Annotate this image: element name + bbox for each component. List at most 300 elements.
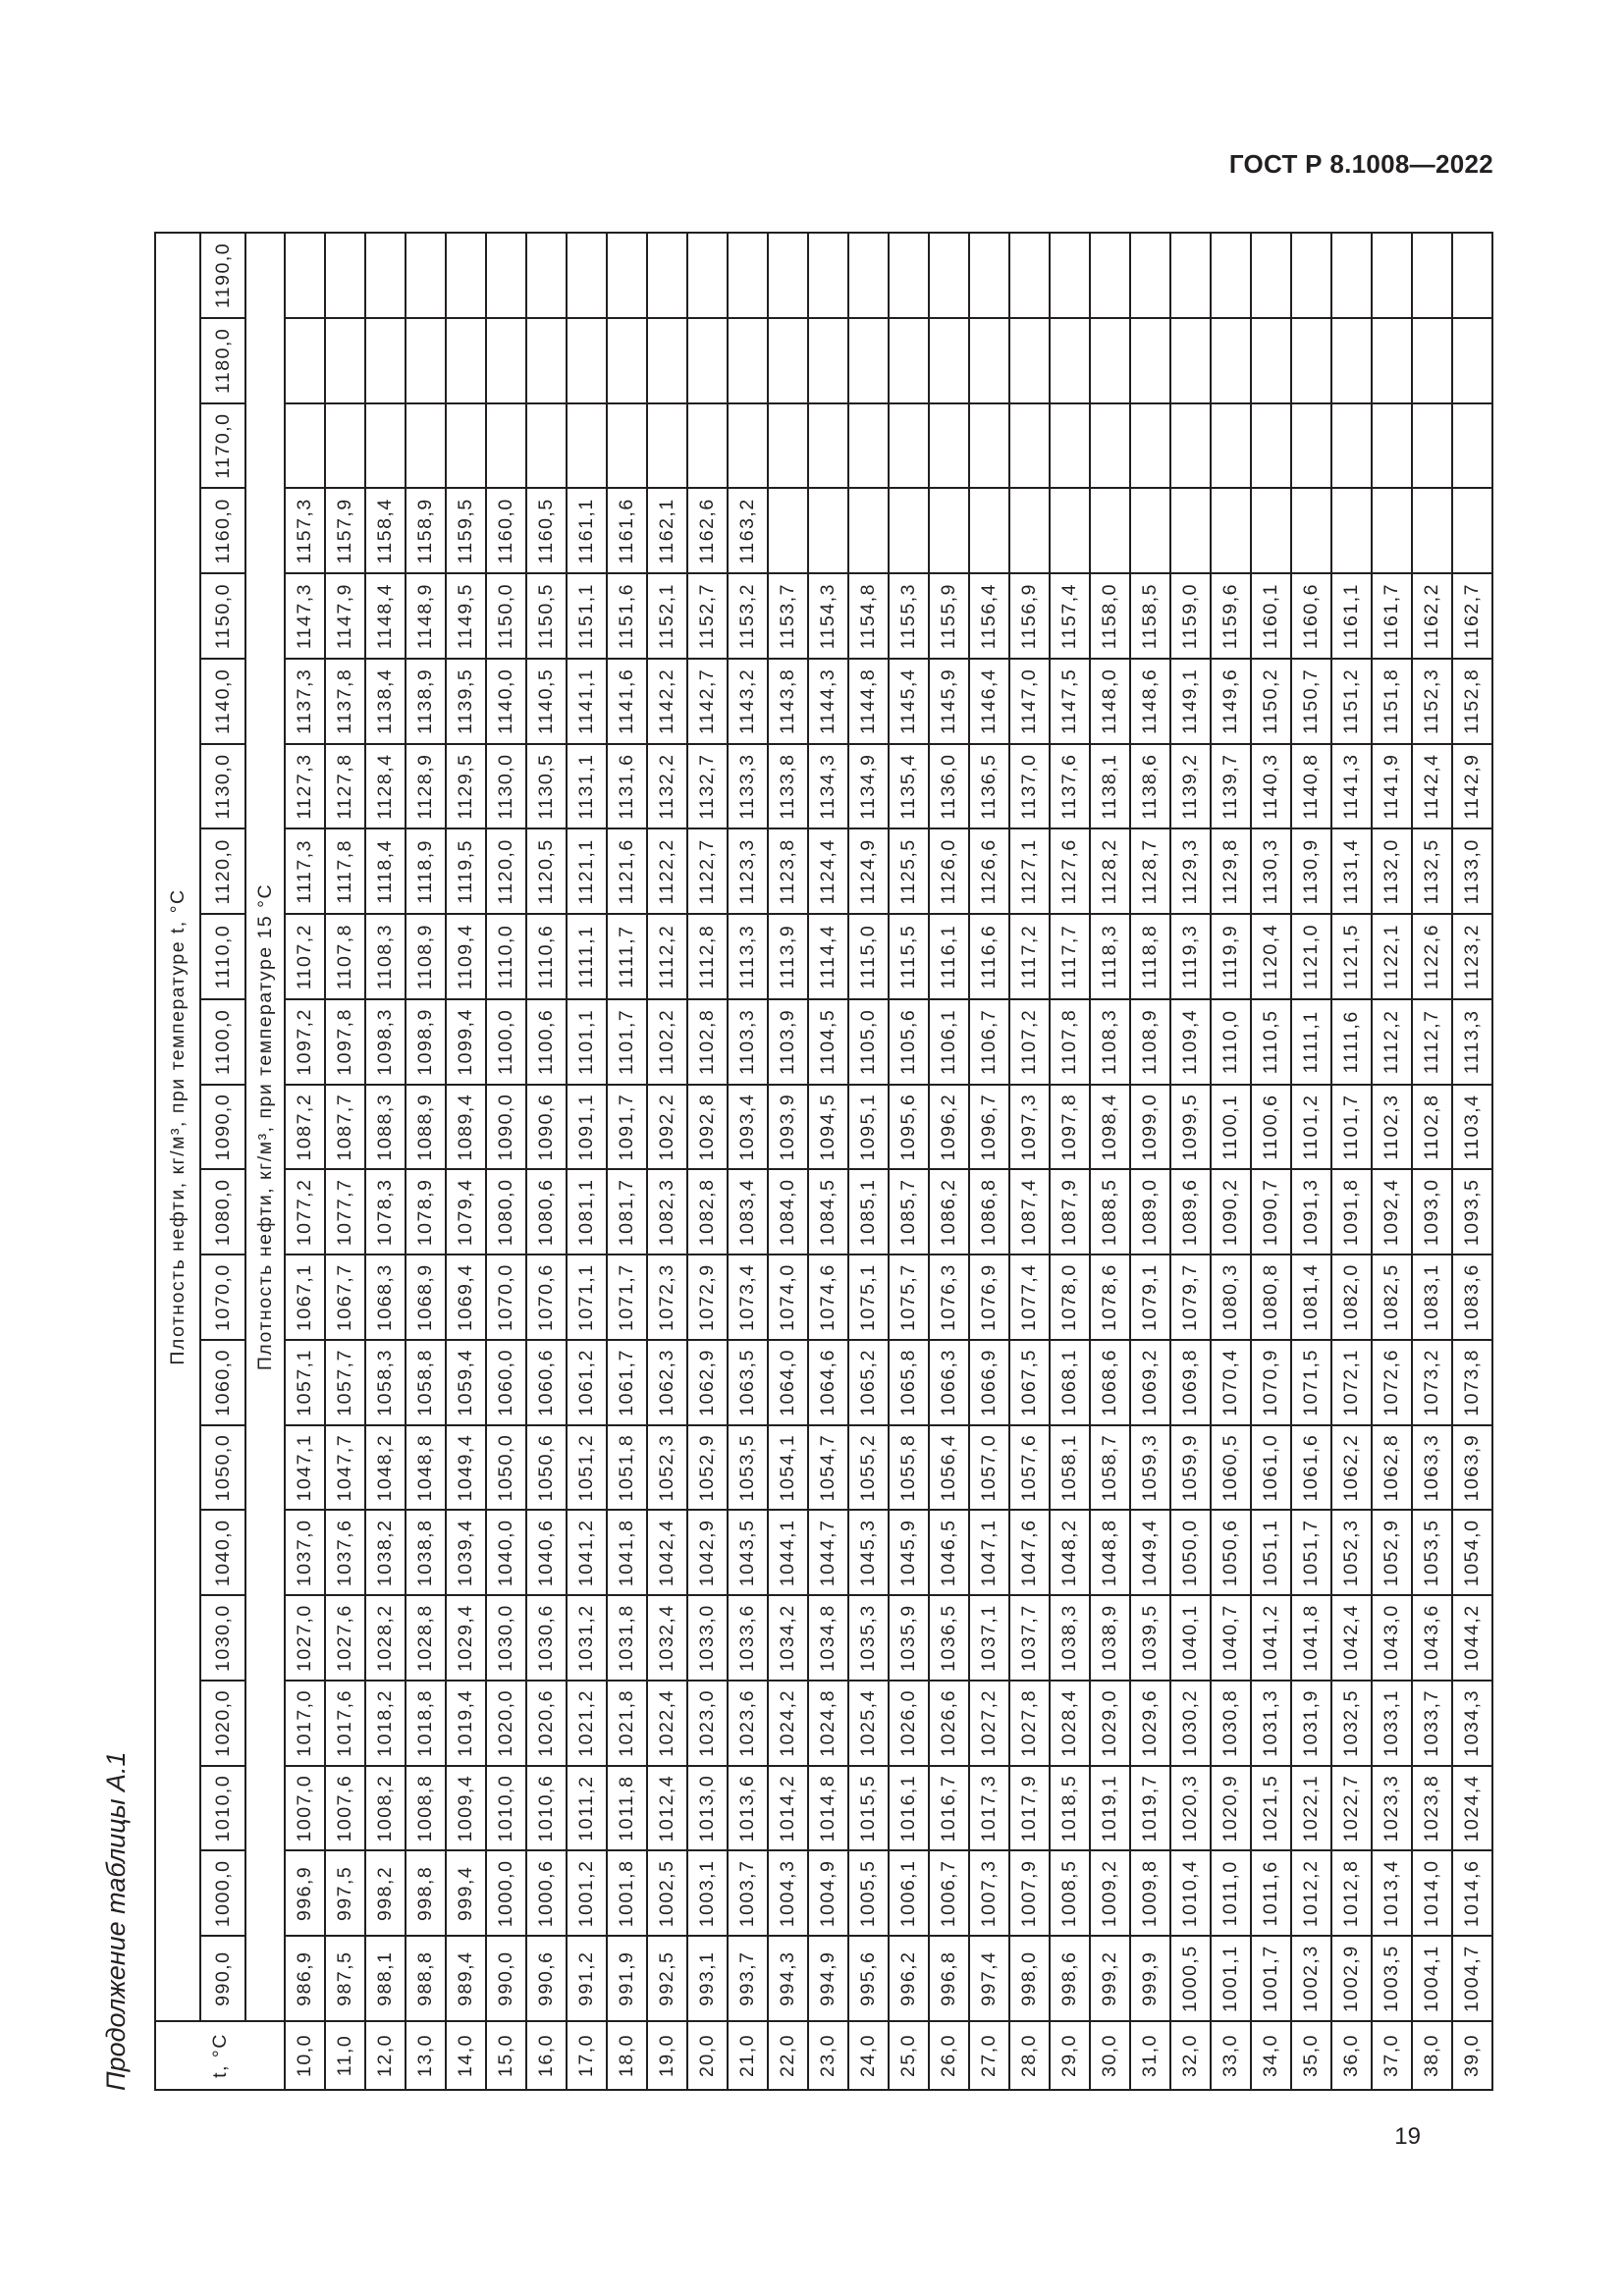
density-cell [325, 318, 365, 403]
density-cell [889, 233, 929, 318]
density-cell: 1011,0 [1211, 1851, 1251, 1937]
density-cell: 1068,1 [1050, 1340, 1090, 1425]
temperature-cell: 22,0 [768, 2021, 808, 2090]
density-cell: 1119,5 [446, 829, 486, 915]
density-cell: 1088,9 [406, 1085, 446, 1170]
density-cell: 1031,3 [1251, 1681, 1291, 1766]
density-cell: 1047,7 [325, 1425, 365, 1511]
density-cell: 1031,2 [567, 1595, 607, 1681]
density-cell [1412, 318, 1452, 403]
density-cell: 1142,9 [1452, 744, 1492, 829]
density-cell: 1023,6 [728, 1681, 768, 1766]
density-cell: 1161,7 [1372, 573, 1412, 659]
density-cell: 1051,1 [1251, 1511, 1291, 1596]
density-cell: 1158,9 [406, 489, 446, 574]
density-cell [607, 233, 647, 318]
density-cell: 1047,1 [969, 1511, 1009, 1596]
density-cell: 1007,3 [969, 1851, 1009, 1937]
density-cell: 1095,1 [848, 1085, 889, 1170]
density-cell: 1055,2 [848, 1425, 889, 1511]
density-cell: 1090,7 [1251, 1170, 1291, 1255]
density-cell: 1064,0 [768, 1340, 808, 1425]
table-body [285, 233, 1492, 2090]
density-cell: 1062,8 [1372, 1425, 1412, 1511]
density-cell: 1111,1 [567, 914, 607, 999]
density-cell: 1015,5 [848, 1766, 889, 1851]
density-cell: 991,2 [567, 1936, 607, 2021]
density-cell: 1065,2 [848, 1340, 889, 1425]
density-cell: 1020,6 [526, 1681, 567, 1766]
density-cell [325, 233, 365, 318]
density-cell: 1098,9 [406, 999, 446, 1085]
density-cell: 1029,0 [1090, 1681, 1130, 1766]
density-cell: 1072,6 [1372, 1340, 1412, 1425]
temperature-cell: 26,0 [929, 2021, 969, 2090]
table-row [848, 233, 889, 2090]
density-cell: 1007,6 [325, 1766, 365, 1851]
density-cell: 1122,7 [687, 829, 728, 915]
density-cell: 1041,2 [567, 1511, 607, 1596]
density-cell: 1151,8 [1372, 659, 1412, 744]
density-cell: 1004,1 [1412, 1936, 1452, 2021]
density-cell: 1024,2 [768, 1681, 808, 1766]
density-cell: 1000,5 [1170, 1936, 1211, 2021]
density-cell: 1148,6 [1130, 659, 1170, 744]
density-cell [768, 318, 808, 403]
density-cell: 1068,3 [365, 1255, 406, 1340]
density-cell: 1111,1 [1291, 999, 1331, 1085]
table-row [1130, 233, 1170, 2090]
density-cell: 1149,6 [1211, 659, 1251, 744]
density-cell: 1022,1 [1291, 1766, 1331, 1851]
density-cell [728, 403, 768, 489]
density-cell: 1091,3 [1291, 1170, 1331, 1255]
density-cell: 1047,1 [285, 1425, 325, 1511]
density-cell: 1111,7 [607, 914, 647, 999]
density-cell: 1084,0 [768, 1170, 808, 1255]
density-cell: 1073,2 [1412, 1340, 1452, 1425]
density-cell: 1016,1 [889, 1766, 929, 1851]
temperature-cell: 39,0 [1452, 2021, 1492, 2090]
density-cell: 1132,7 [687, 744, 728, 829]
density-cell: 1123,2 [1452, 914, 1492, 999]
density-cell: 1068,9 [406, 1255, 446, 1340]
density-cell: 1152,7 [687, 573, 728, 659]
density-cell: 1147,9 [325, 573, 365, 659]
density-cell [1331, 489, 1372, 574]
temperature-cell: 21,0 [728, 2021, 768, 2090]
density-cell: 1130,0 [486, 744, 526, 829]
density-cell: 1014,0 [1412, 1851, 1452, 1937]
density-cell: 1014,6 [1452, 1851, 1492, 1937]
density-cell [567, 403, 607, 489]
density-cell: 1108,3 [1090, 999, 1130, 1085]
density-cell: 1019,4 [446, 1681, 486, 1766]
density-cell [567, 233, 607, 318]
density-cell: 998,8 [406, 1851, 446, 1937]
density-cell: 1042,4 [647, 1511, 687, 1596]
density-cell: 1050,6 [526, 1425, 567, 1511]
density-cell [1130, 318, 1170, 403]
density-cell [808, 489, 848, 574]
density-cell [1211, 233, 1251, 318]
density-cell: 1023,8 [1412, 1766, 1452, 1851]
density-cell: 1003,1 [687, 1851, 728, 1937]
density-cell: 1081,1 [567, 1170, 607, 1255]
density-cell [285, 318, 325, 403]
density-cell: 1080,8 [1251, 1255, 1291, 1340]
density-cell: 1120,4 [1251, 914, 1291, 999]
density-cell: 1087,2 [285, 1085, 325, 1170]
density-cell: 1101,7 [607, 999, 647, 1085]
density-cell: 1041,8 [607, 1511, 647, 1596]
density-cell: 1130,9 [1291, 829, 1331, 915]
density-cell: 1142,7 [687, 659, 728, 744]
column-header: 1020,0 [200, 1681, 245, 1766]
density-cell: 1131,1 [567, 744, 607, 829]
density-cell: 1121,5 [1331, 914, 1372, 999]
density-cell [1372, 233, 1412, 318]
column-header: 1040,0 [200, 1511, 245, 1596]
density-cell [285, 403, 325, 489]
density-cell: 1062,9 [687, 1340, 728, 1425]
density-cell [1009, 403, 1050, 489]
column-header: 1130,0 [200, 744, 245, 829]
density-table [154, 232, 1493, 2091]
density-cell: 1065,8 [889, 1340, 929, 1425]
density-cell: 1003,7 [728, 1851, 768, 1937]
density-cell [647, 233, 687, 318]
density-cell: 1013,0 [687, 1766, 728, 1851]
density-cell: 1071,7 [607, 1255, 647, 1340]
density-cell: 1131,4 [1331, 829, 1372, 915]
density-cell: 1162,2 [1412, 573, 1452, 659]
density-cell: 1045,3 [848, 1511, 889, 1596]
density-cell: 1108,9 [1130, 999, 1170, 1085]
density-cell: 1053,5 [728, 1425, 768, 1511]
density-cell: 1151,2 [1331, 659, 1372, 744]
table-row [969, 233, 1009, 2090]
density-cell: 1159,6 [1211, 573, 1251, 659]
density-cell: 1063,9 [1452, 1425, 1492, 1511]
density-cell: 1109,4 [1170, 999, 1211, 1085]
density-cell: 1085,7 [889, 1170, 929, 1255]
density-cell: 1076,3 [929, 1255, 969, 1340]
density-cell: 1044,2 [1452, 1595, 1492, 1681]
table-row [607, 233, 647, 2090]
density-cell: 1061,7 [607, 1340, 647, 1425]
document-code: ГОСТ Р 8.1008—2022 [1228, 149, 1493, 179]
density-cell: 1162,6 [687, 489, 728, 574]
temperature-cell: 15,0 [486, 2021, 526, 2090]
density-cell: 1125,5 [889, 829, 929, 915]
density-cell: 1132,5 [1412, 829, 1452, 915]
density-cell: 1050,0 [1170, 1511, 1211, 1596]
density-cell: 1140,3 [1251, 744, 1291, 829]
density-cell: 1083,1 [1412, 1255, 1452, 1340]
column-header: 1190,0 [200, 233, 245, 318]
page-number: 19 [1394, 2123, 1421, 2150]
density-cell: 1163,2 [728, 489, 768, 574]
density-cell: 1123,3 [728, 829, 768, 915]
density-cell: 1127,8 [325, 744, 365, 829]
density-cell: 1020,9 [1211, 1766, 1251, 1851]
density-cell: 1101,1 [567, 999, 607, 1085]
density-cell: 1105,6 [889, 999, 929, 1085]
density-cell: 1121,0 [1291, 914, 1331, 999]
density-cell: 1102,2 [647, 999, 687, 1085]
density-cell: 1057,6 [1009, 1425, 1050, 1511]
density-cell: 1080,6 [526, 1170, 567, 1255]
density-cell: 1157,3 [285, 489, 325, 574]
density-cell: 1039,4 [446, 1511, 486, 1596]
density-cell: 1057,1 [285, 1340, 325, 1425]
density-cell: 1109,4 [446, 914, 486, 999]
density-cell: 1034,3 [1452, 1681, 1492, 1766]
density-cell: 1042,4 [1331, 1595, 1372, 1681]
density-cell: 1008,5 [1050, 1851, 1090, 1937]
density-cell: 1148,9 [406, 573, 446, 659]
density-cell: 1001,7 [1251, 1936, 1291, 2021]
density-cell: 1049,4 [1130, 1511, 1170, 1596]
density-cell: 987,5 [325, 1936, 365, 2021]
column-header-row [200, 233, 245, 2090]
density-cell: 1004,9 [808, 1851, 848, 1937]
density-cell: 1058,7 [1090, 1425, 1130, 1511]
density-cell [929, 233, 969, 318]
density-cell: 1113,3 [1452, 999, 1492, 1085]
temperature-cell: 37,0 [1372, 2021, 1412, 2090]
density-cell: 1011,6 [1251, 1851, 1291, 1937]
table-row [1372, 233, 1412, 2090]
density-cell: 1040,6 [526, 1511, 567, 1596]
density-cell: 1154,3 [808, 573, 848, 659]
density-cell [1009, 318, 1050, 403]
density-cell: 1037,6 [325, 1511, 365, 1596]
temperature-cell: 16,0 [526, 2021, 567, 2090]
density-cell: 1037,7 [1009, 1595, 1050, 1681]
density-cell: 1088,3 [365, 1085, 406, 1170]
density-cell: 1067,1 [285, 1255, 325, 1340]
density-cell: 1117,7 [1050, 914, 1090, 999]
density-cell: 1040,7 [1211, 1595, 1251, 1681]
density-cell: 1028,2 [365, 1595, 406, 1681]
density-cell: 1031,9 [1291, 1681, 1331, 1766]
density-cell: 1121,6 [607, 829, 647, 915]
density-cell: 1002,9 [1331, 1936, 1372, 2021]
temperature-cell: 19,0 [647, 2021, 687, 2090]
temperature-cell: 34,0 [1251, 2021, 1291, 2090]
density-cell: 1072,1 [1331, 1340, 1372, 1425]
density-cell: 999,4 [446, 1851, 486, 1937]
temperature-cell: 33,0 [1211, 2021, 1251, 2090]
density-cell [1452, 233, 1492, 318]
table-row [1211, 233, 1251, 2090]
density-cell [1170, 489, 1211, 574]
density-cell: 1070,6 [526, 1255, 567, 1340]
density-cell: 1002,5 [647, 1851, 687, 1937]
temperature-cell: 27,0 [969, 2021, 1009, 2090]
density-cell: 1141,1 [567, 659, 607, 744]
density-cell: 1007,9 [1009, 1851, 1050, 1937]
density-cell: 1093,5 [1452, 1170, 1492, 1255]
density-cell: 1072,3 [647, 1255, 687, 1340]
density-cell: 1028,4 [1050, 1681, 1090, 1766]
table-row [486, 233, 526, 2090]
density-cell [889, 489, 929, 574]
density-cell: 998,0 [1009, 1936, 1050, 2021]
density-cell [647, 403, 687, 489]
density-cell: 1017,6 [325, 1681, 365, 1766]
density-cell: 1043,6 [1412, 1595, 1452, 1681]
density-cell: 1020,0 [486, 1681, 526, 1766]
density-cell: 993,1 [687, 1936, 728, 2021]
density-cell: 1155,9 [929, 573, 969, 659]
density-cell [768, 403, 808, 489]
density-cell: 1118,9 [406, 829, 446, 915]
density-cell [1170, 403, 1211, 489]
density-cell: 1147,0 [1009, 659, 1050, 744]
density-cell: 1016,7 [929, 1766, 969, 1851]
density-cell: 1012,2 [1291, 1851, 1331, 1937]
density-cell: 1138,4 [365, 659, 406, 744]
density-cell: 1145,4 [889, 659, 929, 744]
density-cell: 1117,2 [1009, 914, 1050, 999]
density-cell [808, 403, 848, 489]
density-cell [1211, 403, 1251, 489]
table-row [1412, 233, 1452, 2090]
temperature-cell: 18,0 [607, 2021, 647, 2090]
table-row [1452, 233, 1492, 2090]
density-cell: 1021,2 [567, 1681, 607, 1766]
density-cell: 1037,1 [969, 1595, 1009, 1681]
density-cell: 1009,4 [446, 1766, 486, 1851]
density-cell: 1024,4 [1452, 1766, 1492, 1851]
density-cell: 1004,3 [768, 1851, 808, 1937]
density-cell: 1061,0 [1251, 1425, 1291, 1511]
density-cell: 1130,5 [526, 744, 567, 829]
density-cell: 1033,0 [687, 1595, 728, 1681]
temperature-cell: 35,0 [1291, 2021, 1331, 2090]
density-cell: 1048,2 [365, 1425, 406, 1511]
density-cell: 1144,3 [808, 659, 848, 744]
density-cell [768, 233, 808, 318]
density-cell: 999,9 [1130, 1936, 1170, 2021]
density-cell: 1117,3 [285, 829, 325, 915]
column-header: 1070,0 [200, 1255, 245, 1340]
density-cell: 1133,3 [728, 744, 768, 829]
density-cell: 1080,0 [486, 1170, 526, 1255]
density-cell [728, 318, 768, 403]
column-header: 1120,0 [200, 829, 245, 915]
density-cell [1009, 233, 1050, 318]
density-cell: 1008,8 [406, 1766, 446, 1851]
density-cell: 1070,4 [1211, 1340, 1251, 1425]
density-cell: 1083,4 [728, 1170, 768, 1255]
density-cell: 1138,1 [1090, 744, 1130, 829]
density-cell: 1051,7 [1291, 1511, 1331, 1596]
density-cell: 996,9 [285, 1851, 325, 1937]
density-cell [486, 233, 526, 318]
temperature-cell: 10,0 [285, 2021, 325, 2090]
density-cell [406, 233, 446, 318]
density-cell: 1091,8 [1331, 1170, 1372, 1255]
density-cell [1372, 403, 1412, 489]
density-cell: 1058,3 [365, 1340, 406, 1425]
table-row [1009, 233, 1050, 2090]
density-cell: 1106,1 [929, 999, 969, 1085]
density-cell: 1060,6 [526, 1340, 567, 1425]
density-cell: 1002,3 [1291, 1936, 1331, 2021]
density-cell: 1017,9 [1009, 1766, 1050, 1851]
density-cell: 1107,8 [1050, 999, 1090, 1085]
density-cell: 1151,1 [567, 573, 607, 659]
density-cell: 997,5 [325, 1851, 365, 1937]
density-cell [687, 403, 728, 489]
density-cell: 1010,0 [486, 1766, 526, 1851]
temperature-cell: 11,0 [325, 2021, 365, 2090]
density-cell: 1043,0 [1372, 1595, 1412, 1681]
density-cell: 1064,6 [808, 1340, 848, 1425]
rotated-content [101, 232, 1483, 2091]
density-cell: 1102,8 [687, 999, 728, 1085]
temperature-cell: 32,0 [1170, 2021, 1211, 2090]
density-cell: 1102,8 [1412, 1085, 1452, 1170]
density-cell: 1017,0 [285, 1681, 325, 1766]
density-cell: 986,9 [285, 1936, 325, 2021]
table-row [768, 233, 808, 2090]
density-cell: 988,8 [406, 1936, 446, 2021]
density-cell: 1140,0 [486, 659, 526, 744]
density-cell: 1029,6 [1130, 1681, 1170, 1766]
density-cell [406, 318, 446, 403]
density-cell: 998,6 [1050, 1936, 1090, 2021]
density-cell: 1119,9 [1211, 914, 1251, 999]
density-cell [1211, 318, 1251, 403]
temperature-cell: 20,0 [687, 2021, 728, 2090]
density-cell: 1044,1 [768, 1511, 808, 1596]
density-cell: 1067,7 [325, 1255, 365, 1340]
column-header: 1150,0 [200, 573, 245, 659]
density-cell [1372, 489, 1412, 574]
density-cell: 1155,3 [889, 573, 929, 659]
density-cell: 1049,4 [446, 1425, 486, 1511]
density-cell: 1129,5 [446, 744, 486, 829]
density-cell: 1018,8 [406, 1681, 446, 1766]
density-cell: 1040,0 [486, 1511, 526, 1596]
density-cell: 1036,5 [929, 1595, 969, 1681]
density-cell [1251, 233, 1291, 318]
density-cell: 1141,6 [607, 659, 647, 744]
table-row [889, 233, 929, 2090]
temperature-cell: 31,0 [1130, 2021, 1170, 2090]
density-cell: 1128,2 [1090, 829, 1130, 915]
density-cell: 1115,5 [889, 914, 929, 999]
density-cell: 1127,3 [285, 744, 325, 829]
density-cell: 1103,3 [728, 999, 768, 1085]
density-cell: 1154,8 [848, 573, 889, 659]
density-cell: 1030,8 [1211, 1681, 1251, 1766]
density-cell: 1079,1 [1130, 1255, 1170, 1340]
density-cell: 1062,2 [1331, 1425, 1372, 1511]
table-row [1251, 233, 1291, 2090]
density-cell: 1001,8 [607, 1851, 647, 1937]
column-header: 1160,0 [200, 489, 245, 574]
density-cell: 1132,0 [1372, 829, 1412, 915]
density-cell: 1013,4 [1372, 1851, 1412, 1937]
density-cell [1412, 403, 1452, 489]
density-cell: 1123,8 [768, 829, 808, 915]
